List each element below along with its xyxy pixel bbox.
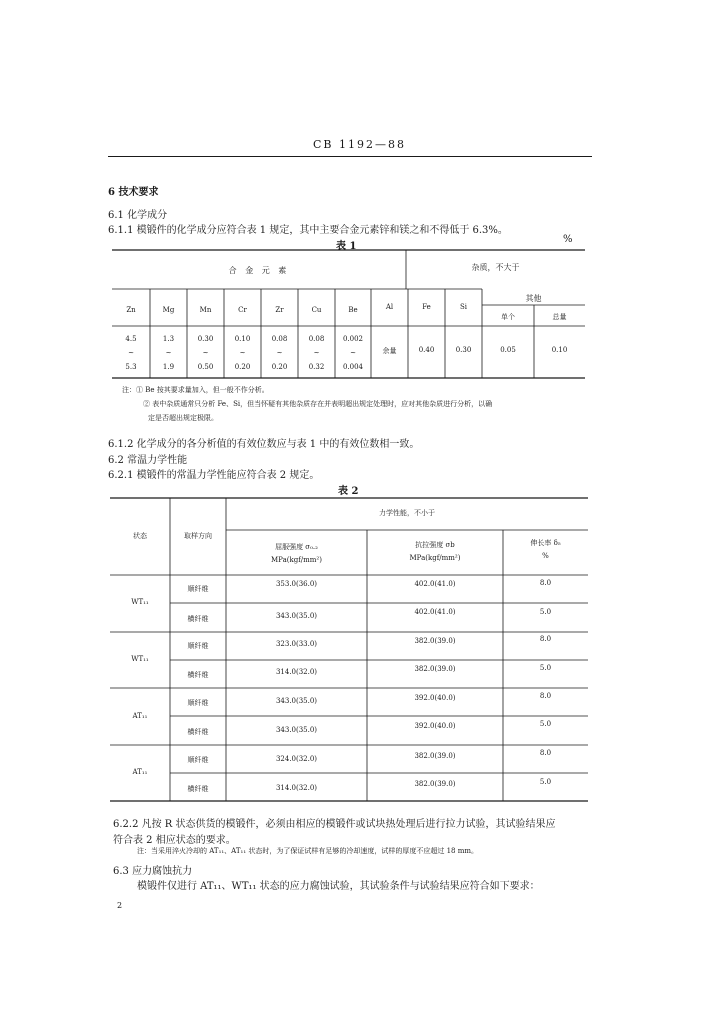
table1-tilde-mn: ~	[202, 349, 209, 357]
table1-max-zr: 0.20	[271, 363, 288, 371]
table2-row-6-direction: 横纤维	[187, 728, 209, 736]
table2-row-5-direction: 顺纤维	[187, 699, 209, 707]
table2-row-6-elongation: 5.0	[539, 720, 552, 728]
section-6-1-1: 6.1.1 模锻件的化学成分应符合表 1 规定，其中主要合金元素锌和镁之和不得低于 6.3%。	[108, 225, 508, 236]
table2-row-7-tensile: 382.0(39.0)	[414, 752, 456, 760]
table2-state-4: AT₁₁	[132, 768, 148, 776]
table1-col-zn: Zn	[126, 306, 136, 314]
table2-row-3-elongation: 8.0	[539, 635, 552, 643]
table1-total-value: 0.10	[551, 346, 568, 354]
table1-fe-value: 0.40	[418, 346, 435, 354]
table2-row-3-yield: 323.0(33.0)	[275, 640, 318, 648]
table1-max-zn: 5.3	[125, 363, 137, 371]
table2-row-8-elongation: 5.0	[539, 778, 552, 786]
table1-col-total: 总量	[552, 313, 567, 321]
table2-col-tensile-unit: MPa(kgf/mm²)	[409, 554, 461, 562]
section-6-2-1: 6.2.1 模锻件的常温力学性能应符合表 2 规定。	[108, 470, 320, 481]
table1-tilde-zn: ~	[128, 349, 134, 357]
table2-caption: 表 2	[338, 486, 359, 497]
section-6-1: 6.1 化学成分	[108, 210, 168, 221]
table1-col-al: Al	[385, 303, 394, 311]
table2-row-5-tensile: 392.0(40.0)	[414, 694, 456, 702]
section-6-2: 6.2 常温力学性能	[108, 455, 188, 466]
table2-row-7-elongation: 8.0	[539, 749, 552, 757]
table2-row-1-yield: 353.0(36.0)	[275, 580, 318, 588]
table1-tilde-cr: ~	[239, 349, 246, 357]
table1-caption: 表 1	[336, 241, 357, 252]
table2-col-direction: 取样方向	[184, 532, 212, 540]
table2-col-state: 状态	[133, 532, 147, 540]
table1-col-zr: Zr	[275, 306, 284, 314]
table1-max-cu: 0.32	[308, 363, 325, 371]
table1-note-2b: 定是否超出规定极限。	[148, 414, 218, 422]
table1-min-zr: 0.08	[271, 335, 288, 343]
table1-min-cr: 0.10	[234, 335, 251, 343]
table2-row-5-elongation: 8.0	[539, 692, 552, 700]
table2-row-1-direction: 顺纤维	[187, 585, 209, 593]
table1-col-cr: Cr	[238, 306, 247, 314]
table2-row-2-elongation: 5.0	[539, 608, 552, 616]
table1-tilde-cu: ~	[313, 349, 320, 357]
table1-al-value: 余量	[382, 347, 397, 355]
table1-min-zn: 4.5	[125, 335, 137, 343]
section-6-1-2: 6.1.2 化学成分的各分析值的有效位数应与表 1 中的有效位数相一致。	[108, 439, 420, 450]
table2-row-3-direction: 顺纤维	[187, 642, 209, 650]
table2-col-elongation-unit: %	[542, 552, 549, 560]
section-6-3-text: 模锻件仅进行 AT₁₁、WT₁₁ 状态的应力腐蚀试验，其试验条件与试验结果应符合如下要求：	[137, 881, 540, 892]
standard-code: CB 1192—88	[313, 138, 406, 151]
table2-row-2-yield: 343.0(35.0)	[275, 612, 318, 620]
page-number: 2	[117, 901, 123, 910]
table2-row-8-yield: 314.0(32.0)	[275, 784, 318, 792]
table1-col-si: Si	[459, 303, 468, 311]
section-6-2-2: 6.2.2 凡按 R 状态供货的模锻件，必须由相应的模锻件或试块热处理后进行拉力试验，其试验结果应	[113, 819, 556, 830]
table1-max-mn: 0.50	[197, 363, 214, 371]
table1-group-alloy: 合 金 元 素	[228, 266, 290, 275]
table2-row-4-direction: 横纤维	[187, 671, 209, 679]
table2-col-group: 力学性能，不小于	[379, 509, 435, 517]
table2-row-6-yield: 343.0(35.0)	[275, 726, 318, 734]
table2-row-4-elongation: 5.0	[539, 664, 552, 672]
table1-min-cu: 0.08	[308, 335, 325, 343]
table1-max-be: 0.004	[342, 363, 364, 371]
table1-min-be: 0.002	[342, 335, 364, 343]
table2-row-2-direction: 横纤维	[187, 615, 209, 623]
table2-row-4-yield: 314.0(32.0)	[275, 668, 318, 676]
table1-tilde-be: ~	[350, 349, 356, 357]
table1-min-mn: 0.30	[197, 335, 214, 343]
table2-state-2: WT₁₁	[131, 655, 149, 663]
table2-col-tensile: 抗拉强度 σb	[415, 541, 455, 549]
table1-si-value: 0.30	[455, 346, 472, 354]
table1-col-mn: Mn	[199, 306, 212, 314]
section-6-2-2-cont: 符合表 2 相应状态的要求。	[113, 835, 236, 846]
table1-note-1: 注：① Be 按其要求量加入，但一般不作分析。	[122, 386, 269, 394]
table1-min-mg: 1.3	[162, 335, 175, 343]
table1-group-impurity: 杂质，不大于	[471, 263, 520, 272]
table2-state-1: WT₁₁	[131, 598, 149, 606]
table1-unit: %	[563, 234, 573, 245]
table2-row-7-yield: 324.0(32.0)	[275, 755, 318, 763]
table2-row-4-tensile: 382.0(39.0)	[414, 665, 456, 673]
table2-row-7-direction: 顺纤维	[187, 756, 209, 764]
section-6-3: 6.3 应力腐蚀抗力	[113, 866, 193, 877]
table2-row-8-tensile: 382.0(39.0)	[414, 780, 456, 788]
table1-col-mg: Mg	[162, 306, 175, 314]
table1-group-other: 其他	[525, 294, 542, 303]
table2-row-1-tensile: 402.0(41.0)	[414, 580, 456, 588]
table1-col-fe: Fe	[422, 303, 431, 311]
table2-state-3: AT₁₁	[132, 712, 148, 720]
table1-single-value: 0.05	[500, 346, 516, 354]
table1-col-be: Be	[348, 306, 358, 314]
table1-note-2a: ② 表中杂质通常只分析 Fe、Si，但当怀疑有其他杂质存在并表明超出规定处理时，应对其他杂质进行分析，以确	[143, 400, 493, 408]
table2-row-2-tensile: 402.0(41.0)	[414, 608, 456, 616]
table2-row-6-tensile: 392.0(40.0)	[414, 722, 456, 730]
table2-col-elongation: 伸长率 δ₅	[530, 539, 561, 547]
table1-tilde-zr: ~	[276, 349, 283, 357]
table1-tilde-mg: ~	[165, 349, 172, 357]
table2-row-8-direction: 横纤维	[187, 785, 209, 793]
section-6-title: 6 技术要求	[108, 187, 159, 198]
table2-col-yield-unit: MPa(kgf/mm²)	[271, 556, 322, 564]
table2-col-yield: 屈服强度 σ₀.₂	[275, 543, 318, 551]
table1-max-mg: 1.9	[162, 363, 175, 371]
section-6-2-2-note: 注：当采用淬火冷却的 AT₁₁、AT₁₁ 状态时，为了保证试样有足够的冷却速度，试样的厚度不应超过 18 mm。	[137, 847, 478, 855]
table2-row-3-tensile: 382.0(39.0)	[414, 637, 456, 645]
table1-col-single: 单个	[501, 313, 515, 321]
table1-col-cu: Cu	[311, 306, 322, 314]
table1-max-cr: 0.20	[234, 363, 251, 371]
table2-row-5-yield: 343.0(35.0)	[275, 697, 318, 705]
table2-row-1-elongation: 8.0	[539, 579, 552, 587]
